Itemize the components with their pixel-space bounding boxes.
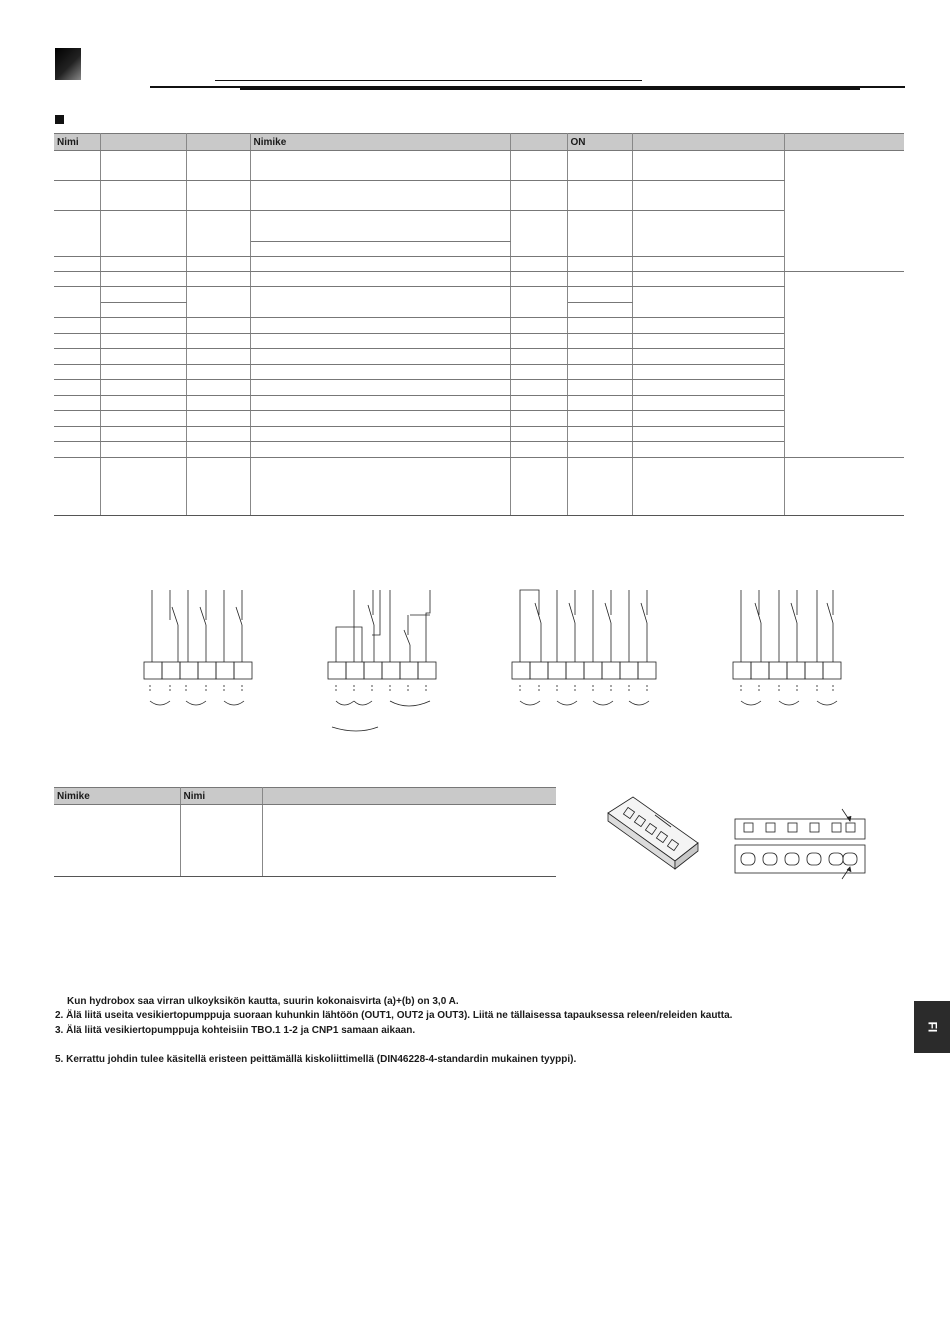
- table-row: [54, 181, 904, 211]
- table-row: [54, 396, 904, 411]
- col-header: [632, 134, 784, 151]
- col-header: ON: [567, 134, 632, 151]
- table-row: [54, 318, 904, 334]
- col-header: Nimi: [54, 134, 100, 151]
- table-row: [54, 272, 904, 287]
- io-table: [54, 133, 904, 516]
- table-row: [54, 458, 904, 516]
- table-row: [54, 211, 904, 242]
- table-row: [54, 380, 904, 396]
- table-row: [54, 411, 904, 427]
- terminal-block-isometric: [603, 795, 703, 875]
- table-row: [54, 349, 904, 365]
- subsection-bullet: [55, 115, 64, 124]
- wiring-diagram-3: [505, 585, 665, 715]
- table-row: [54, 365, 904, 380]
- language-tab-label: FI: [924, 1021, 939, 1033]
- terminal-table: [54, 787, 556, 877]
- col-header: Nimike: [250, 134, 510, 151]
- header-rule-top: [215, 80, 642, 81]
- table-row: [54, 151, 904, 181]
- table-header-row: [54, 788, 556, 805]
- note-2: 2. Älä liitä useita vesikiertopumppuja suoraan kuhunkin lähtöön (OUT1, OUT2 ja OUT3). Liitä ne tällaisessa tapauksessa releen/releiden kautta.: [55, 1010, 733, 1021]
- col-header: [100, 134, 186, 151]
- header-rule-thick: [240, 88, 860, 90]
- note-5: 5. Kerrattu johdin tulee käsitellä eristeen peittämällä kiskoliittimellä (DIN46228-4-standardin mukainen tyyppi).: [55, 1054, 577, 1065]
- note-3: 3. Älä liitä vesikiertopumppuja kohteisiin TBO.1 1-2 ja CNP1 samaan aikaan.: [55, 1025, 416, 1036]
- wiring-diagram-2: [318, 585, 458, 745]
- wiring-diagram-1: [130, 585, 270, 715]
- col-header: [510, 134, 567, 151]
- col-header: Nimi: [180, 788, 262, 805]
- col-header: Nimike: [54, 788, 180, 805]
- table-row: [54, 287, 904, 303]
- col-header: [262, 788, 556, 805]
- table-row: [54, 257, 904, 272]
- language-tab: [914, 1001, 950, 1053]
- note-1: Kun hydrobox saa virran ulkoyksikön kautta, suurin kokonaisvirta (a)+(b) on 3,0 A.: [67, 996, 459, 1007]
- wiring-diagram-4: [727, 585, 867, 715]
- table-header-row: [54, 134, 904, 151]
- col-header: [784, 134, 904, 151]
- table-row: [54, 334, 904, 349]
- table-row: [54, 805, 556, 877]
- table-row: [54, 442, 904, 458]
- col-header: [186, 134, 250, 151]
- terminal-block-front: [730, 805, 870, 885]
- table-row: [54, 427, 904, 442]
- section-header-block: [55, 48, 81, 80]
